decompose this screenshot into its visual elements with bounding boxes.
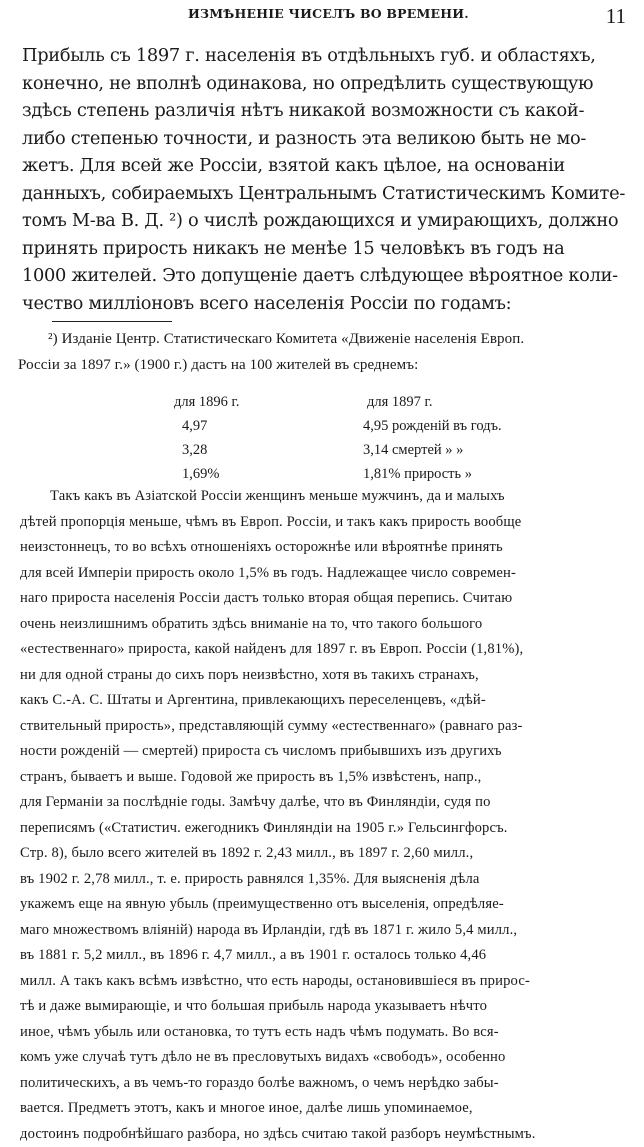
commentary-line: дѣтей пропорція меньше, чѣмъ въ Европ. Россіи, и такъ какъ прирость вообще bbox=[20, 510, 636, 536]
footnote-line bbox=[18, 326, 634, 352]
growth-1896: 1,69% bbox=[182, 462, 302, 486]
column-header-1897: для 1897 г. bbox=[367, 390, 623, 414]
main-line: принять прирость никакъ не менѣе 15 человѣкъ въ годъ на bbox=[22, 235, 634, 263]
main-line: жетъ. Для всей же Россіи, взятой какъ цѣлое, на основаніи bbox=[22, 152, 634, 180]
footnote-divider bbox=[52, 321, 172, 322]
main-paragraph bbox=[22, 42, 634, 317]
commentary-line: для всей Имперіи прирость около 1,5% въ годъ. Надлежащее число современ- bbox=[20, 561, 636, 587]
main-line: Прибыль съ 1897 г. населенія въ отдѣльныхъ губ. и областяхъ, bbox=[22, 42, 634, 70]
commentary-line: Такъ какъ въ Азіатской Россіи женщинъ меньше мужчинъ, да и малыхъ bbox=[20, 484, 636, 510]
footnote bbox=[18, 326, 634, 378]
commentary-line: укажемъ еще на явную убыль (преимущественно отъ выселенія, опредѣляе- bbox=[20, 892, 636, 918]
commentary-line: неизстоннецъ, то во всѣхъ отношеніяхъ осторожнѣе или вѣроятнѣе принять bbox=[20, 535, 636, 561]
main-line: либо степенью точности, и разность эта великою быть не мо- bbox=[22, 125, 634, 153]
commentary-line: «естественнаго» прироста, какой найденъ для 1897 г. въ Европ. Россіи (1,81%), bbox=[20, 637, 636, 663]
commentary-line: переписямъ («Статистич. ежегодникъ Финляндіи на 1905 г.» Гельсингфорсъ. bbox=[20, 816, 636, 842]
column-1897 bbox=[363, 390, 623, 486]
column-header-1896: для 1896 г. bbox=[174, 390, 302, 414]
main-line: томъ М-ва В. Д. ²) о числѣ рождающихся и умирающихъ, должно bbox=[22, 207, 634, 235]
column-1896 bbox=[182, 390, 302, 486]
commentary-line: въ 1902 г. 2,78 милл., т. е. прирость равнялся 1,35%. Для выясненія дѣла bbox=[20, 867, 636, 893]
main-line: конечно, не вполнѣ одинакова, но опредѣлить существующую bbox=[22, 70, 634, 98]
growth-1897: 1,81% прирость » bbox=[363, 462, 623, 486]
commentary-line: для Германіи за послѣдніе годы. Замѣчу далѣе, что въ Финляндіи, судя по bbox=[20, 790, 636, 816]
main-line: чество милліоновъ всего населенія Россіи по годамъ: bbox=[22, 290, 634, 318]
commentary-line: Стр. 8), было всего жителей въ 1892 г. 2,43 милл., въ 1897 г. 2,60 милл., bbox=[20, 841, 636, 867]
main-line: 1000 жителей. Это допущеніе даетъ слѣдующее вѣроятное коли- bbox=[22, 262, 634, 290]
commentary-line: наго прироста населенія Россіи дастъ только вторая общая перепись. Считаю bbox=[20, 586, 636, 612]
commentary-line: тѣ и даже вымирающіе, и что большая прибыль народа указываетъ нѣчто bbox=[20, 994, 636, 1020]
commentary-line: очень неизлишнимъ обратить здѣсь вниманіе на то, что такого большого bbox=[20, 612, 636, 638]
footnote-mark: ²) bbox=[18, 331, 58, 347]
commentary-paragraph bbox=[20, 484, 636, 1147]
commentary-line: какъ С.-А. С. Штаты и Аргентина, привлекающихъ переселенцевъ, «дѣй- bbox=[20, 688, 636, 714]
page-header bbox=[54, 4, 626, 28]
commentary-line: достоинъ подробнѣйшаго разбора, но здѣсь считаю такой разборъ неумѣстнымъ. bbox=[20, 1122, 636, 1147]
commentary-line: комъ уже случаѣ тутъ дѣло не въ пресловутыхъ видахъ «свободъ», особенно bbox=[20, 1045, 636, 1071]
commentary-line: въ 1881 г. 5,2 милл., въ 1896 г. 4,7 милл., а въ 1901 г. осталось только 4,46 bbox=[20, 943, 636, 969]
page-number: 11 bbox=[606, 4, 626, 29]
deaths-1896: 3,28 bbox=[182, 438, 302, 462]
commentary-line: ности рожденій — смертей) прироста съ числомъ прибывшихъ изъ другихъ bbox=[20, 739, 636, 765]
footnote-text: Изданіе Центр. Статистическаго Комитета «Движеніе населенія Европ. bbox=[62, 331, 525, 347]
commentary-line: политическихъ, а въ чемъ-то гораздо болѣе важномъ, о чемъ нерѣдко забы- bbox=[20, 1071, 636, 1097]
footnote-line: Россіи за 1897 г.» (1900 г.) дастъ на 100 жителей въ среднемъ: bbox=[18, 352, 634, 378]
commentary-line: странъ, бываетъ и выше. Годовой же прирость въ 1,5% извѣстенъ, напр., bbox=[20, 765, 636, 791]
commentary-line: ствительный прирость», представляющій сумму «естественнаго» (равнаго раз- bbox=[20, 714, 636, 740]
commentary-line: маго множествомъ вліяній) народа въ Ирландіи, гдѣ въ 1871 г. жило 5,4 милл., bbox=[20, 918, 636, 944]
main-line: здѣсь степень различія нѣтъ никакой возможности съ какой- bbox=[22, 97, 634, 125]
deaths-1897: 3,14 смертей » » bbox=[363, 438, 623, 462]
births-1896: 4,97 bbox=[182, 414, 302, 438]
commentary-line: ни для одной страны до сихъ поръ неизвѣстно, хотя въ такихъ странахъ, bbox=[20, 663, 636, 689]
commentary-line: вается. Предметъ этотъ, какъ и многое иное, далѣе лишь упоминаемое, bbox=[20, 1096, 636, 1122]
main-line: данныхъ, собираемыхъ Центральнымъ Статистическимъ Комите- bbox=[22, 180, 634, 208]
running-title: ИЗМѢНЕНІЕ ЧИСЕЛЪ ВО ВРЕМЕНИ. bbox=[188, 6, 469, 21]
commentary-line: иное, чѣмъ убыль или остановка, то тутъ есть надъ чѣмъ подумать. Во вся- bbox=[20, 1020, 636, 1046]
births-1897: 4,95 рожденій въ годъ. bbox=[363, 414, 623, 438]
commentary-line: милл. А такъ какъ всѣмъ извѣстно, что есть народы, остановившіеся въ прирос- bbox=[20, 969, 636, 995]
